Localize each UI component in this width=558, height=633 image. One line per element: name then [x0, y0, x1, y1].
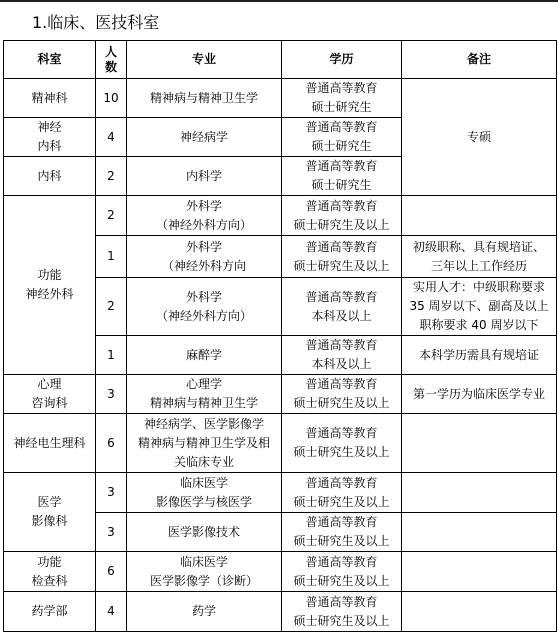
edu-cell: 普通高等教育 硕士研究生及以上	[282, 552, 402, 592]
major-cell: 内科学	[127, 157, 282, 196]
table-row	[4, 552, 557, 592]
header-note: 备注	[402, 41, 557, 79]
section-title: 1.临床、医技科室	[32, 13, 160, 32]
edu-cell: 普通高等教育 硕士研究生及以上	[282, 414, 402, 473]
edu-cell: 普通高等教育 硕士研究生	[282, 118, 402, 157]
table-row	[4, 79, 557, 118]
major-cell: 外科学 （神经外科方向）	[127, 196, 282, 236]
count-cell: 4	[96, 592, 127, 632]
count-cell: 6	[96, 552, 127, 592]
dept-cell: 功能 神经外科	[4, 196, 96, 375]
note-cell	[402, 592, 557, 632]
table-row	[4, 592, 557, 632]
major-cell: 外科学 （神经外科方向）	[127, 278, 282, 336]
major-cell: 外科学 （神经外科方向	[127, 236, 282, 278]
count-cell: 2	[96, 157, 127, 196]
table-row	[4, 473, 557, 513]
major-cell: 神经病学、医学影像学 精神病与精神卫生学及相 关临床专业	[127, 414, 282, 473]
edu-cell: 普通高等教育 硕士研究生	[282, 79, 402, 118]
header-edu: 学历	[282, 41, 402, 79]
dept-cell: 药学部	[4, 592, 96, 632]
edu-cell: 普通高等教育 本科及以上	[282, 336, 402, 375]
count-cell: 6	[96, 414, 127, 473]
note-cell: 第一学历为临床医学专业	[402, 375, 557, 414]
count-cell: 1	[96, 236, 127, 278]
table-row	[4, 375, 557, 414]
note-cell	[402, 513, 557, 552]
dept-cell: 功能 检查科	[4, 552, 96, 592]
note-cell	[402, 552, 557, 592]
dept-cell: 精神科	[4, 79, 96, 118]
edu-cell: 普通高等教育 硕士研究生	[282, 157, 402, 196]
header-dept: 科室	[4, 41, 96, 79]
table-row	[4, 196, 557, 236]
major-cell: 临床医学 影像医学与核医学	[127, 473, 282, 513]
edu-cell: 普通高等教育 硕士研究生及以上	[282, 375, 402, 414]
major-cell: 临床医学 医学影像学（诊断）	[127, 552, 282, 592]
dept-cell: 医学 影像科	[4, 473, 96, 552]
note-cell	[402, 196, 557, 236]
edu-cell: 普通高等教育 本科及以上	[282, 278, 402, 336]
count-cell: 2	[96, 278, 127, 336]
edu-cell: 普通高等教育 硕士研究生及以上	[282, 592, 402, 632]
count-cell: 3	[96, 375, 127, 414]
edu-cell: 普通高等教育 硕士研究生及以上	[282, 196, 402, 236]
count-cell: 2	[96, 196, 127, 236]
dept-cell: 神经 内科	[4, 118, 96, 157]
major-cell: 精神病与精神卫生学	[127, 79, 282, 118]
top-edge	[0, 0, 558, 2]
major-cell: 药学	[127, 592, 282, 632]
edu-cell: 普通高等教育 硕士研究生及以上	[282, 473, 402, 513]
count-cell: 3	[96, 473, 127, 513]
major-cell: 心理学 精神病与精神卫生学	[127, 375, 282, 414]
count-cell: 4	[96, 118, 127, 157]
header-row	[4, 41, 557, 79]
note-cell: 本科学历需具有规培证	[402, 336, 557, 375]
note-cell	[402, 414, 557, 473]
note-cell: 实用人才：中级职称要求 35 周岁以下、副高及以上 职称要求 40 周岁以下	[402, 278, 557, 336]
count-cell: 1	[96, 336, 127, 375]
major-cell: 麻醉学	[127, 336, 282, 375]
table-row	[4, 414, 557, 473]
count-cell: 3	[96, 513, 127, 552]
dept-cell: 心理 咨询科	[4, 375, 96, 414]
dept-cell: 神经电生理科	[4, 414, 96, 473]
major-cell: 医学影像技术	[127, 513, 282, 552]
count-cell: 10	[96, 79, 127, 118]
edu-cell: 普通高等教育 硕士研究生及以上	[282, 236, 402, 278]
note-cell	[402, 473, 557, 513]
edu-cell: 普通高等教育 硕士研究生及以上	[282, 513, 402, 552]
header-major: 专业	[127, 41, 282, 79]
header-count: 人 数	[96, 41, 127, 79]
dept-cell: 内科	[4, 157, 96, 196]
recruitment-table	[3, 40, 557, 632]
note-cell-merged: 专硕	[402, 79, 557, 196]
note-cell: 初级职称、具有规培证、 三年以上工作经历	[402, 236, 557, 278]
major-cell: 神经病学	[127, 118, 282, 157]
